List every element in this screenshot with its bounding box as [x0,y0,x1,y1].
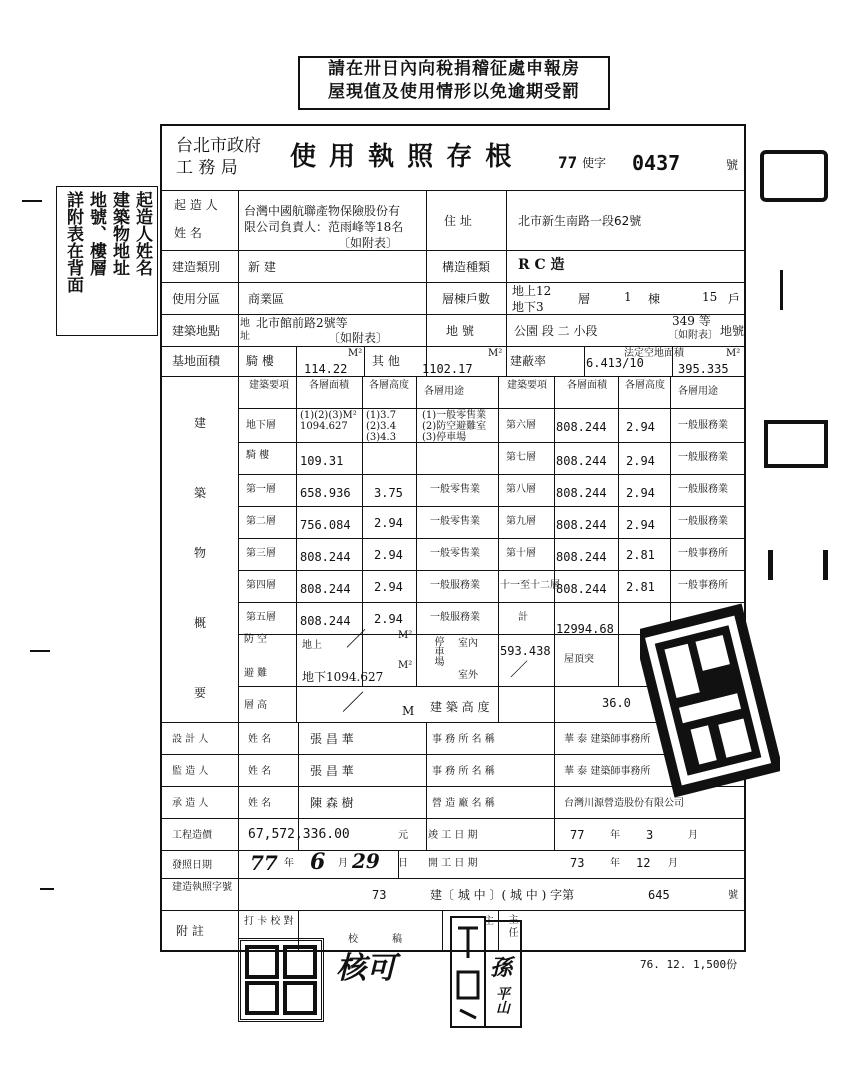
issue-month-unit: 月 [338,858,348,869]
floor-area: 808.244 [556,550,607,564]
completion-month-unit: 月 [688,830,698,841]
seal-stamp-director [484,920,522,1028]
floor-area: 808.244 [300,614,351,628]
floor-use: 一般事務所 [678,580,728,591]
lot-note: 〔如附表〕 [668,330,718,341]
floor-use: 一般服務業 [678,452,728,463]
permit-zi: 使字 [582,156,607,170]
floor-area: 808.244 [300,550,351,564]
completion-month: 3 [646,828,654,842]
floor-name: 第二層 [246,516,276,527]
legal-space-value: 395.335 [678,362,729,376]
floors-ceng: 層 [578,292,591,306]
floor-height: 2.94 [626,420,655,434]
structure-value: R C 造 [518,257,565,273]
applicant-value1: 台灣中國航聯產物保險股份有 [244,204,401,218]
location-label: 建築地點 [172,324,221,338]
legal-space-label: 法定空地面積 [624,348,684,359]
issue-day: 29 [352,849,380,873]
coverage-value: 6.413/10 [586,356,644,370]
name-label: 姓 名 [248,734,272,745]
role-label: 承 造 人 [172,798,209,809]
location-sub1: 地 [240,318,250,329]
floors-up: 地上12 [512,284,552,298]
margin-mark [30,650,50,652]
bldg-label-1: 建 [194,416,207,430]
fh-height-left: 各層高度 [369,380,409,391]
floor-height: 2.94 [374,548,403,562]
other-value: 1102.17 [422,362,473,376]
agency-line1: 台北市政府 [176,136,261,156]
floor-name: 第三層 [246,548,276,559]
permit-ref-text: 建〔 城 中 〕( 城 中 ) 字第 [430,888,575,902]
side-note-col4: 詳附表在背面 [63,191,83,293]
permit-number: 0437 [632,151,681,175]
floor-height: 2.94 [626,454,655,468]
floor-name: 第七層 [506,452,536,463]
build-type-label: 建造類別 [172,260,221,274]
cost-unit: 元 [398,830,408,841]
fh-use-right: 各層用途 [678,386,718,397]
floor-use: 一般服務業 [430,612,480,623]
lot-label: 地 號 [446,324,474,338]
floor-name: 第九層 [506,516,536,527]
floor-area: 808.244 [556,420,607,434]
issue-year-unit: 年 [284,858,294,869]
notice-line2: 屋現值及使用情形以免逾期受罰 [328,82,580,102]
org-label: 事 務 所 名 稱 [432,734,495,745]
floor-name: 計 [518,612,528,623]
floor-height: (1)3.7 (2)3.4 (3)4.3 [366,410,397,443]
bldg-label-2: 築 [194,486,207,500]
remark-draft: 稿 [392,934,402,945]
floor-name: 地下層 [246,420,276,431]
lot-number: 349 等 [672,314,711,328]
side-note-col3: 地號、樓層 [86,191,106,276]
floor-height: 2.94 [374,516,403,530]
location-address-note: 〔如附表〕 [328,331,389,345]
floor-use: 一般零售業 [430,484,480,495]
completion-label: 竣 工 日 期 [428,830,478,841]
floor-area: 808.244 [556,454,607,468]
permit-ref-hao: 號 [728,890,738,901]
shelter-unit: M² [398,630,413,641]
floor-area: 808.244 [300,582,351,596]
director-name-stamp: 孫 [490,955,513,981]
org-label: 營 造 廠 名 稱 [432,798,495,809]
notice-line1: 請在卅日內向稅捐稽征處申報房 [328,59,580,79]
role-label: 設 計 人 [172,734,209,745]
start-month: 12 [636,856,651,870]
floor-name: 第六層 [506,420,536,431]
floor-use: 一般服務業 [678,420,728,431]
bldg-height-value: 36.0 [602,696,631,710]
start-month-unit: 月 [668,858,678,869]
completion-year: 77 [570,828,585,842]
margin-mark [22,200,42,202]
start-label: 開 工 日 期 [428,858,478,869]
official-seal-stamp [640,600,780,800]
completion-year-unit: 年 [610,830,620,841]
floor-name: 第一層 [246,484,276,495]
permit-ref-year: 73 [372,888,387,902]
bldg-label-5: 要 [194,686,207,700]
floor-height: 2.94 [374,580,403,594]
site-area-label: 基地面積 [172,354,221,368]
parking-label: 停車場 [432,636,443,666]
fh-area-left: 各層面積 [309,380,349,391]
notice-box [298,56,610,110]
margin-mark [40,888,54,890]
agency-line2: 工 務 局 [176,158,238,178]
fh-item-left: 建築要項 [249,380,289,391]
name-label: 姓 名 [248,766,272,777]
floors-down: 地下3 [512,300,544,314]
person-name: 陳 森 樹 [310,796,354,810]
remark-proof: 校 [348,934,358,945]
lot-hao: 地號 [720,324,745,338]
side-note-col1: 起造人姓名 [132,191,152,276]
floor-height: 3.75 [374,486,403,500]
shelter-label1: 防 空 [244,634,268,645]
floor-area: 756.084 [300,518,351,532]
shelter-down: 地下1094.627 [302,670,384,684]
org-name: 台灣川源營造股份有限公司 [564,798,684,809]
start-year-unit: 年 [610,858,620,869]
floors-label: 層棟戶數 [442,292,491,306]
permit-form [160,124,746,952]
floor-use: 一般服務業 [678,484,728,495]
bldg-label-4: 概 [194,616,207,630]
seal-stamp-left [238,938,324,1022]
floor-height: 2.94 [626,518,655,532]
floor-use: 一般服務業 [430,580,480,591]
floor-name: 第五層 [246,612,276,623]
parking-out-value: ／ [510,660,528,681]
seal-stamp-narrow [450,916,486,1028]
name-label: 姓 名 [248,798,272,809]
org-name: 華 泰 建築師事務所 [564,734,651,745]
floor-use: 一般事務所 [678,548,728,559]
issue-year: 77 [250,851,278,875]
fh-height-right: 各層高度 [625,380,665,391]
remark-director: 主 任 [506,914,517,938]
applicant-value3: 〔如附表〕 [338,236,399,250]
floor-area: 808.244 [556,486,607,500]
floor-height-label: 層 高 [244,700,268,711]
signature-approval: 核可 [336,951,396,986]
org-name: 華 泰 建築師事務所 [564,766,651,777]
roof-label: 屋頂突 [564,654,594,665]
floor-area: (1)(2)(3)M² 1094.627 [300,410,357,432]
org-label: 事 務 所 名 稱 [432,766,495,777]
parking-out-label: 室外 [458,670,478,681]
other-label: 其 他 [372,354,400,368]
arcade-label: 騎 樓 [246,354,274,368]
floor-height-unit: M [402,704,415,718]
dong-count: 1 [624,290,632,304]
issue-day-unit: 日 [398,858,408,869]
dong-label: 棟 [648,292,661,306]
build-type-value: 新 建 [248,260,276,274]
parking-in-label: 室內 [458,638,478,649]
address-label: 住 址 [444,214,472,228]
floor-height-value: ／ [342,691,365,716]
zone-value: 商業區 [248,292,285,306]
floor-height: 2.81 [626,580,655,594]
director-name-stamp-2: 平山 [494,986,510,1014]
arcade-value: 114.22 [304,362,348,376]
floor-use: 一般零售業 [430,548,480,559]
hu-count: 15 [702,290,718,304]
remark-chief: 主 [484,916,494,927]
fh-item-right: 建築要項 [507,380,547,391]
parking-in-value: 593.438 [500,644,551,658]
side-note [56,186,158,336]
floor-name: 第八層 [506,484,536,495]
issue-month: 6 [310,849,326,875]
applicant-value2: 限公司負責人：范雨峰等18名 [244,220,404,234]
issue-label: 發照日期 [172,860,212,871]
location-address: 北市館前路2號等 [256,316,348,330]
applicant-label2: 姓 名 [174,226,202,240]
fh-use-left: 各層用途 [424,386,464,397]
permit-prefix: 77 [558,153,578,172]
shelter-up: 地上 [302,640,322,651]
role-label: 監 造 人 [172,766,209,777]
floor-use: 一般零售業 [430,516,480,527]
applicant-address: 北市新生南路一段62號 [518,214,642,228]
floor-area: 808.244 [556,582,607,596]
floor-height: 2.81 [626,548,655,562]
floor-area: 808.244 [556,518,607,532]
floor-use: 一般服務業 [678,516,728,527]
person-name: 張 昌 華 [310,732,354,746]
floor-area: 109.31 [300,454,344,468]
hu-label: 戶 [728,292,741,306]
permit-hao: 號 [726,158,739,172]
floor-name: 騎 樓 [246,450,270,461]
structure-label: 構造種類 [442,260,491,274]
floor-height: 2.94 [626,486,655,500]
shelter-up-slash: ／ [346,627,366,651]
form-title: 使 用 執 照 存 根 [290,142,514,172]
zone-label: 使用分區 [172,292,221,306]
lot-value: 公園 段 二 小段 [514,324,598,338]
print-code: 76. 12. 1,500份 [640,958,738,971]
side-note-col2: 建築物地址 [109,191,129,276]
shelter-label2: 避 難 [244,668,268,679]
other-unit: M² [488,348,503,359]
fh-area-right: 各層面積 [567,380,607,391]
remarks-label: 附 註 [176,924,204,938]
location-sub2: 址 [240,331,250,342]
floor-height: 2.94 [374,612,403,626]
remark-check: 打 卡 校 對 [244,916,294,927]
floor-area: 12994.68 [556,622,614,636]
cost-value: 67,572,336.00 [248,827,350,842]
person-name: 張 昌 華 [310,764,354,778]
applicant-label1: 起 造 人 [174,198,218,212]
arcade-unit: M² [348,348,363,359]
permit-ref-number: 645 [648,888,670,902]
cost-label: 工程造價 [172,830,212,841]
floor-area: 658.936 [300,486,351,500]
shelter-down-unit: M² [398,660,413,671]
floor-use: (1)一般零售業 (2)防空避難室 (3)停車場 [422,410,487,443]
floor-name: 第十層 [506,548,536,559]
floor-name: 十一至十二層 [500,580,560,591]
bldg-label-3: 物 [194,546,207,560]
start-year: 73 [570,856,585,870]
legal-space-unit: M² [726,348,741,359]
floor-name: 第四層 [246,580,276,591]
coverage-label: 建蔽率 [510,354,547,368]
permit-ref-label: 建造執照字號 [172,882,232,893]
bldg-height-label: 建 築 高 度 [430,700,490,714]
